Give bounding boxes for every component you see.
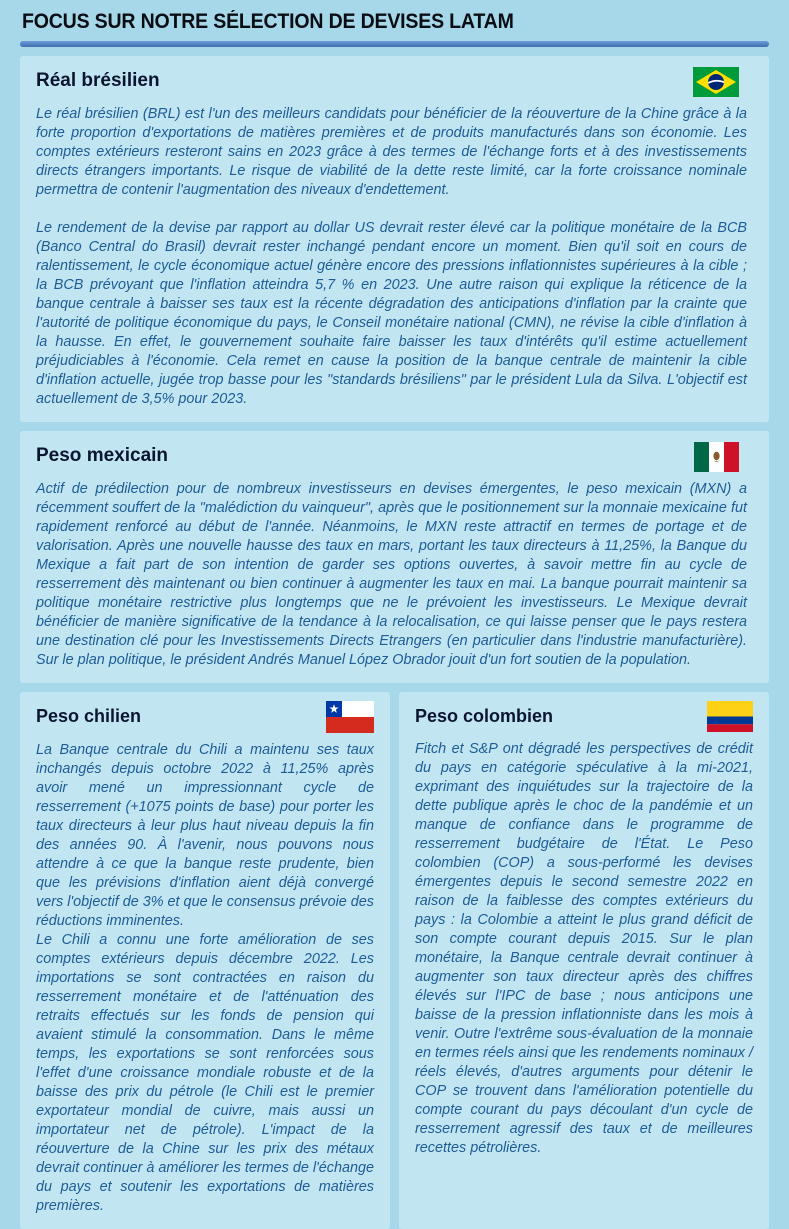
page-title: FOCUS SUR NOTRE SÉLECTION DE DEVISES LATAM [22,10,514,33]
colombia-flag-icon [707,701,753,732]
mexico-paragraph: Actif de prédilection pour de nombreux investisseurs en devises émergentes, le peso mexicain (MXN) a récemment souffert de la "malédiction du vainqueur", après que le positionnement sur la monnaie mexicaine fut rapidement renforcé au début de l'année. Néanmoins, le MXN reste attractif en termes de portage et de valorisation. Après une nouvelle hausse des taux en mars, portant les taux directeurs à 11,25%, la Banque du Mexique a fait part de son intention de garder ses options ouvertes, à savoir mettre fin au cycle de resserrement dès maintenant ou bien continuer à augmenter les taux en mai. La banque pourrait maintenir sa politique monétaire restrictive plus longtemps que ne le prévoient les investisseurs. Le Mexique devrait bénéficier de manière significative de la tendance à la relocalisation, ce qui laisse penser que le pays restera une destination clé pour les Investissements Directs Etrangers (en particulier dans l'industrie manufacturière). Sur le plan politique, le président Andrés Manuel López Obrador jouit d'un fort soutien de la population. [36,481,747,668]
section-header [415,701,753,732]
colombia-paragraph: Fitch et S&P ont dégradé les perspectives de crédit du pays en catégorie spéculative à la mi-2021, exprimant des inquiétudes sur la trajectoire de la dette publique après le choc de la pandémie et un manque de confiance dans le programme de resserrement budgétaire de l'État. Le Peso colombien (COP) a sous-performé les devises émergentes depuis le second semestre 2022 en raison de la faiblesse des comptes extérieurs du pays : la Colombie a atteint le plus grand déficit de son compte courant depuis 2015. Sur le plan monétaire, la Banque centrale devrait continuer à augmenter son taux directeur après des chiffres élevés sur l'IPC de base ; nous anticipons une baisse de la pression inflationniste dans les mois à venir. Outre l'extrême sous-évaluation de la monnaie en termes réels ainsi que les rendements nominaux / réels élevés, d'autres arguments pour détenir le COP se trouvent dans l'amélioration potentielle du compte courant du pays découlant d'un cycle de resserrement agressif des taux et de meilleures recettes pétrolières. [415,741,753,1156]
brazil-paragraph-1: Le réal brésilien (BRL) est l'un des meilleurs candidats pour bénéficier de la réouverture de la Chine grâce à la forte proportion d'exportations de matières premières et de produits manufacturés dans son économie. Les comptes extérieurs resteront sains en 2023 grâce à des termes de l'échange forts et à des investissements directs étrangers importants. Le risque de viabilité de la dette reste limité, car la forte croissance nominale permettra de contenir l'augmentation des niveaux d'endettement. [36,106,747,198]
brazil-paragraph-2: Le rendement de la devise par rapport au dollar US devrait rester élevé car la politique monétaire de la BCB (Banco Central do Brasil) devrait rester inchangé pendant encore un moment. Bien qu'il soit en cours de ralentissement, le cycle économique actuel génère encore des pressions inflationnistes supérieures à la cible ; la BCB prévoyant que l'inflation atteindra 5,7 % en 2023. Une autre raison qui explique la réticence de la banque centrale à baisser ses taux est la récente dégradation des anticipations d'inflation par la crainte que l'autorité de politique économique du pays, le Conseil monétaire national (CMN), ne révise la cible d'inflation à la hausse. En effet, le gouvernement souhaite faire baisser les taux d'intérêts qu'il estime actuellement préjudiciables à l'économie. Cela remet en cause la position de la banque centrale de maintenir la cible d'inflation actuelle, jugée trop basse pour les "standards brésiliens" par le président Lula da Silva. L'objectif est actuellement de 3,5% pour 2023. [36,220,747,407]
section-header [36,440,747,472]
brazil-flag-icon [693,67,739,97]
mexico-flag-icon [694,442,739,472]
section-title-chile: Peso chilien [36,706,142,726]
chile-paragraph-1: La Banque centrale du Chili a maintenu ses taux inchangés depuis octobre 2022 à 11,25% après avoir mené un impressionnant cycle de resserrement (+1075 points de base) pour porter les taux directeurs à leur plus haut niveau depuis la fin des années 90. À l'avenir, nous pouvons nous attendre à ce que la banque reste prudente, bien que les prévisions d'inflation aient déjà convergé vers l'objectif de 3% et que le consensus prévoie des réductions imminentes. [36,742,374,929]
title-divider [20,41,769,47]
section-header [36,65,747,97]
section-title-brazil: Réal brésilien [36,70,160,91]
section-title-colombia: Peso colombien [415,706,554,726]
section-chilean-peso [20,692,390,1229]
section-title-mexico: Peso mexicain [36,445,169,466]
section-colombian-peso [399,692,769,1229]
section-header [36,701,374,733]
two-column-row [20,692,769,1229]
chile-flag-icon [326,701,374,733]
section-brazilian-real [20,56,769,422]
section-mexican-peso [20,431,769,683]
chile-paragraph-2: Le Chili a connu une forte amélioration de ses comptes extérieurs depuis décembre 2022. Les importations se sont contractées en raison du resserrement monétaire et de l'atténuation des retraits effectués sur les fonds de pension qui avaient stimulé la consommation. Dans le même temps, les exportations se sont renforcées sous l'effet d'une croissance mondiale robuste et de la baisse des prix du pétrole (le Chili est le premier exportateur mondial de cuivre, mais aussi un importateur net de pétrole). L'impact de la réouverture de la Chine sur les prix des métaux devrait continuer à améliorer les termes de l'échange du pays et soutenir les exportations de matières premières. [36,932,374,1214]
